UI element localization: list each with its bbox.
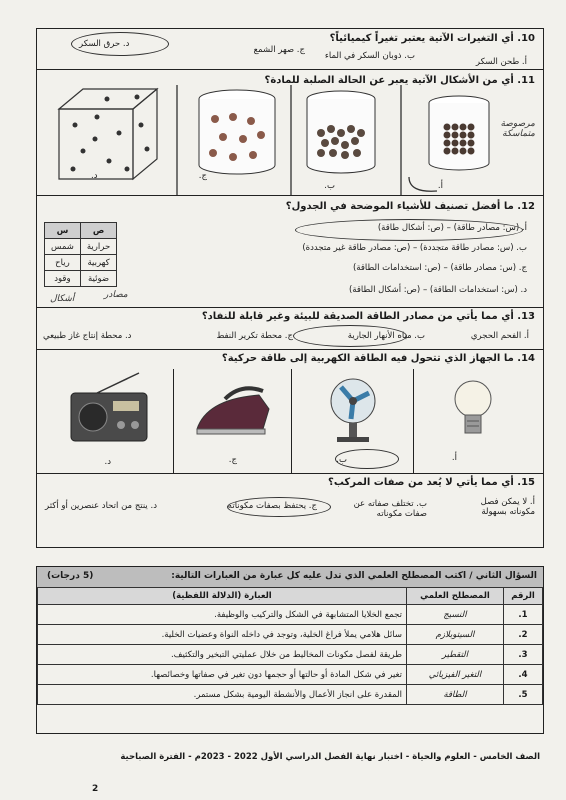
q13-option-d[interactable]: د. محطة إنتاج غاز طبيعي: [43, 331, 132, 341]
table-header: س: [45, 223, 81, 239]
fan-figure: [331, 379, 375, 442]
divider: [37, 307, 543, 308]
table-row: 3. التقطير طريقة لفصل مكونات المخاليط من خلال عمليتي التبخير والتكثيف.: [38, 645, 543, 665]
q13-option-c[interactable]: ج. محطة تكرير النفط: [216, 331, 293, 341]
terms-table: [37, 587, 543, 705]
divider: [37, 349, 543, 350]
section-two-title-bar: [37, 567, 543, 588]
q11-option-b[interactable]: ب.: [324, 181, 335, 191]
liquid-particles-figure: [307, 91, 375, 173]
q12-option-a[interactable]: أ. (س: مصادر طاقة) – (ص: أشكال طاقة): [377, 223, 527, 233]
q10-text: 10. أي التغيرات الآتية يعتبر تغيراً كيميائياً؟: [329, 33, 535, 44]
q10-option-d[interactable]: د. حرق السكر: [79, 39, 130, 49]
q10-option-c[interactable]: ج. صهر الشمع: [253, 45, 305, 55]
answer-circle: [293, 325, 407, 347]
divider: [37, 473, 543, 474]
page-footer: الصف الخامس - العلوم والحياة - اختبار نهاية الفصل الدراسي الأول 2022 - 2023م - الفترة الصباحية: [120, 752, 540, 762]
answer-field[interactable]: السيتوبلازم: [407, 625, 504, 645]
answer-field[interactable]: التغير الفيزيائي: [407, 665, 504, 685]
q15-option-c[interactable]: ج. يحتفظ بصفات مكوناته: [227, 501, 317, 511]
table-header: الرقم: [504, 588, 543, 605]
q15-option-a[interactable]: أ. لا يمكن فصل مكوناته بسهولة: [480, 497, 535, 517]
handwritten-note: مرصوصة متماسكة: [500, 119, 535, 139]
gas-cube-figure: [59, 89, 157, 179]
q12-option-b[interactable]: ب. (س: مصادر طاقة متجددة) – (ص: مصادر طاقة غير متجددة): [302, 243, 527, 253]
table-row: حرارية شمس: [45, 239, 117, 255]
section-two: [36, 566, 544, 734]
questions-sheet: [36, 28, 544, 548]
bulb-figure: [455, 381, 491, 433]
q13-option-a[interactable]: أ. الفحم الحجري: [470, 331, 529, 341]
iron-figure: [197, 388, 269, 434]
q11-option-c[interactable]: ج.: [198, 171, 207, 181]
handwritten-note: مصادر: [104, 290, 128, 300]
q12-option-c[interactable]: ج. (س: مصادر طاقة) – (ص: استخدامات الطاقة): [352, 263, 527, 273]
handwritten-note: أشكال: [50, 294, 75, 304]
table-row: ضوئية وقود: [45, 271, 117, 287]
q15-option-d[interactable]: د. ينتج من اتحاد عنصرين أو أكثر: [45, 501, 157, 511]
table-row: كهربية رياح: [45, 255, 117, 271]
q13-text: 13. أي مما يأتي من مصادر الطاقة الصديقة للبيئة وغير قابلة للنفاد؟: [201, 311, 535, 322]
spread-particles-figure: [199, 90, 275, 174]
section-two-title: السؤال الثاني / اكتب المصطلح العلمي الذي تدل عليه كل عبارة من العبارات التالية:: [171, 571, 537, 581]
table-header: ص: [80, 223, 116, 239]
radio-figure: [71, 373, 147, 441]
q10-option-a[interactable]: أ. طحن السكر: [475, 57, 527, 67]
table-row: 2. السيتوبلازم سائل هلامي يملأ فراغ الخلية، وتوجد في داخله النواة وعضيات الخلية.: [38, 625, 543, 645]
table-header: العبارة (الدلالة اللفظية): [38, 588, 407, 605]
q11-option-d[interactable]: د.: [91, 171, 98, 181]
section-two-marks: (5 درجات): [47, 571, 94, 581]
divider: [37, 195, 543, 196]
q14-text: 14. ما الجهاز الذي تتحول فيه الطاقة الكهربية إلى طاقة حركية؟: [221, 353, 535, 364]
answer-field[interactable]: النسيج: [407, 605, 504, 625]
solid-particles-figure: [429, 96, 489, 170]
q14-option-b[interactable]: ب.: [336, 455, 347, 465]
q15-text: 15. أي مما يأتي لا يُعد من صفات المركب؟: [328, 477, 535, 488]
q12-option-d[interactable]: د. (س: استخدامات الطاقة) – (ص: أشكال الطاقة): [348, 285, 527, 295]
q10-option-b[interactable]: ب. ذوبان السكر في الماء: [324, 51, 415, 61]
answer-circle: [295, 219, 523, 241]
answer-circle: [227, 497, 331, 517]
answer-field[interactable]: الطاقة: [407, 685, 504, 705]
table-row: 4. التغير الفيزيائي تغير في شكل المادة أو حالتها أو حجمها دون تغير في صفاتها وخصائصها.: [38, 665, 543, 685]
q15-option-b[interactable]: ب. تختلف صفاته عن صفات مكوناته: [353, 499, 427, 519]
device-figures: [37, 369, 545, 453]
classification-table: [44, 222, 117, 287]
q14-option-a[interactable]: أ.: [451, 453, 457, 463]
states-of-matter-figures: [37, 29, 545, 209]
table-header: المصطلح العلمي: [407, 588, 504, 605]
q11-option-a[interactable]: أ.: [437, 181, 443, 191]
q13-option-b[interactable]: ب. مياه الأنهار الجارية: [347, 331, 425, 341]
q12-text: 12. ما أفضل تصنيف للأشياء الموضحة في الجدول؟: [285, 201, 535, 212]
q14-option-c[interactable]: ج.: [228, 455, 237, 465]
answer-field[interactable]: التقطير: [407, 645, 504, 665]
table-row: 5. الطاقة المقدرة على انجاز الأعمال والأنشطة اليومية بشكل مستمر.: [38, 685, 543, 705]
q11-text: 11. أي من الأشكال الآتية يعبر عن الحالة الصلبة للمادة؟: [264, 75, 535, 86]
page-number: 2: [92, 784, 99, 794]
table-row: 1. النسيج تجمع الخلايا المتشابهة في الشكل والتركيب والوظيفة.: [38, 605, 543, 625]
q14-option-d[interactable]: د.: [104, 457, 111, 467]
